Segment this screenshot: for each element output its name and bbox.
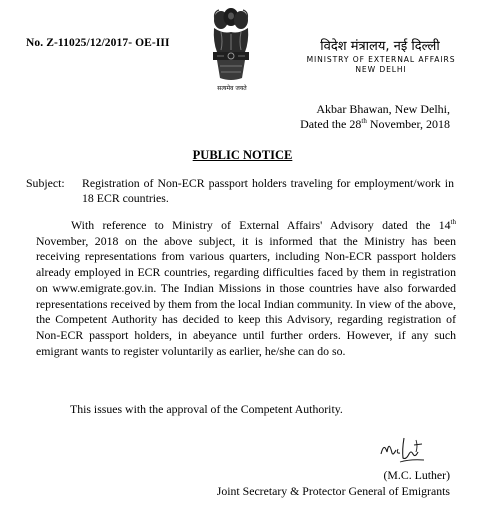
signatory-name: (M.C. Luther): [383, 468, 450, 482]
notice-body-paragraph: [36, 218, 456, 359]
body-text-part2: November, 2018 on the above subject, it is informed that the Ministry has been receiving representations from various quarters, including Non-ECR passport holders already employed in ECR countries, regarding difficulties faced by them in registration on www.emigrate.gov.in. The Indian Missions in those countries have also forwarded representations received by them from the local Indian community. In view of the above, the Competent Authority has decided to keep this Advisory, regarding registration of Non-ECR passport holders, in abeyance until further orders. However, if any such emigrant wants to register voluntarily as earlier, he/she can do so.: [36, 233, 456, 358]
handwritten-signature-icon: [378, 432, 428, 468]
ministry-city: NEW DELHI: [355, 65, 407, 74]
ministry-name-line1: MINISTRY OF EXTERNAL AFFAIRS: [306, 55, 456, 64]
subject-text: Registration of Non-ECR passport holders traveling for employment/work in 18 ECR countries.: [82, 176, 454, 205]
subject-label: Subject:: [26, 176, 65, 190]
date-prefix: Dated the 28: [300, 117, 362, 131]
body-date-ordinal: th: [450, 218, 456, 227]
body-text-part1: With reference to Ministry of External Affairs' Advisory dated the 14: [71, 218, 451, 232]
signatory-title: Joint Secretary & Protector General of Emigrants: [216, 484, 450, 498]
date-ordinal: th: [361, 117, 367, 125]
address-line: Akbar Bhawan, New Delhi,: [316, 102, 450, 116]
reference-number: No. Z-11025/12/2017- OE-III: [26, 37, 170, 49]
subject-line: [26, 176, 454, 206]
approval-statement: This issues with the approval of the Competent Authority.: [70, 402, 343, 416]
emblem-motto: सत्यमेव जयते: [217, 85, 247, 92]
issue-date: [300, 117, 450, 132]
address-block: [300, 102, 450, 132]
ministry-name-hindi: विदेश मंत्रालय, नई दिल्ली: [320, 39, 440, 54]
ministry-name-english: [300, 55, 462, 75]
notice-title: PUBLIC NOTICE: [192, 148, 293, 162]
date-rest: November, 2018: [366, 117, 450, 131]
national-emblem-icon: [209, 8, 253, 90]
